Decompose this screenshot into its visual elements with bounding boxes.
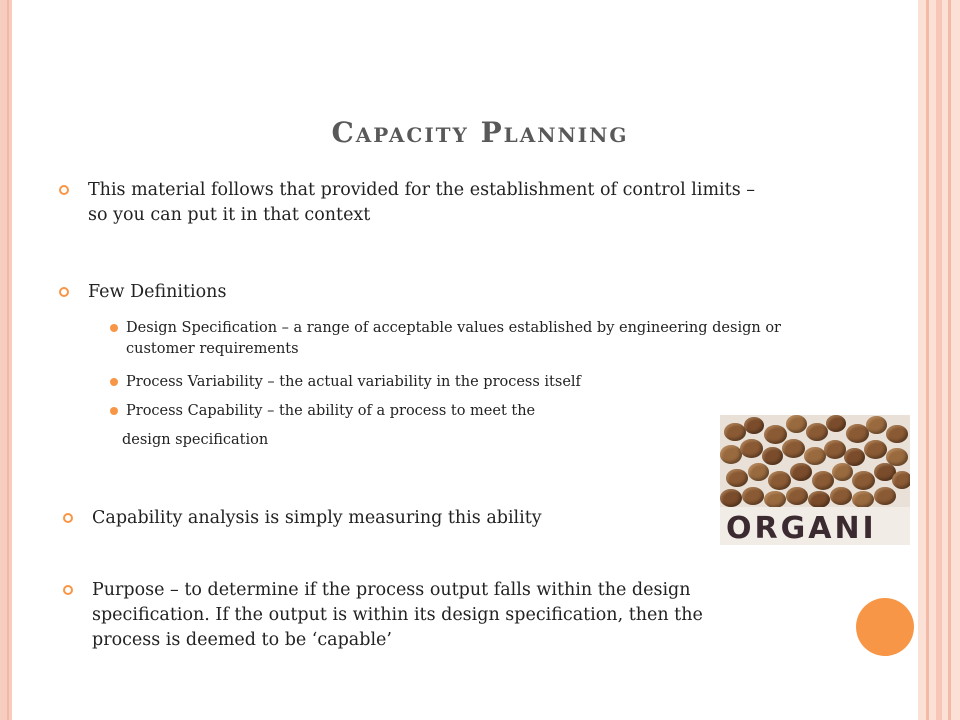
slide-title: Capacity Planning bbox=[331, 116, 629, 149]
right-border-decoration bbox=[918, 0, 960, 720]
bullet-text: Few Definitions bbox=[88, 282, 227, 302]
bullet-icon bbox=[59, 287, 69, 297]
bullet-text: Capability analysis is simply measuring this ability bbox=[92, 508, 542, 528]
bullet-icon bbox=[63, 585, 73, 595]
orange-circle-decoration bbox=[856, 598, 914, 656]
bullet-text: This material follows that provided for the establishment of control limits – so you can put it in that context bbox=[88, 180, 755, 225]
sub-bullet-text: Design Specification – a range of acceptable values established by engineering design or customer requirements bbox=[126, 320, 781, 357]
bullet-icon bbox=[59, 185, 69, 195]
bowl-label: ORGANI bbox=[726, 511, 877, 545]
sub-bullet-text: Process Capability – the ability of a process to meet the bbox=[126, 403, 536, 419]
sub-bullet-continuation: design specification bbox=[122, 432, 269, 448]
left-border-decoration bbox=[0, 0, 12, 720]
sub-bullet-icon bbox=[110, 407, 118, 415]
bullet-text: Purpose – to determine if the process output falls within the design specification. If the output is within its design specification, then the process is deemed to be ‘capable’ bbox=[92, 580, 703, 650]
bullet-icon bbox=[63, 513, 73, 523]
sub-bullet-text: Process Variability – the actual variability in the process itself bbox=[126, 374, 581, 390]
sub-bullet-icon bbox=[110, 324, 118, 332]
sub-bullet-icon bbox=[110, 378, 118, 386]
